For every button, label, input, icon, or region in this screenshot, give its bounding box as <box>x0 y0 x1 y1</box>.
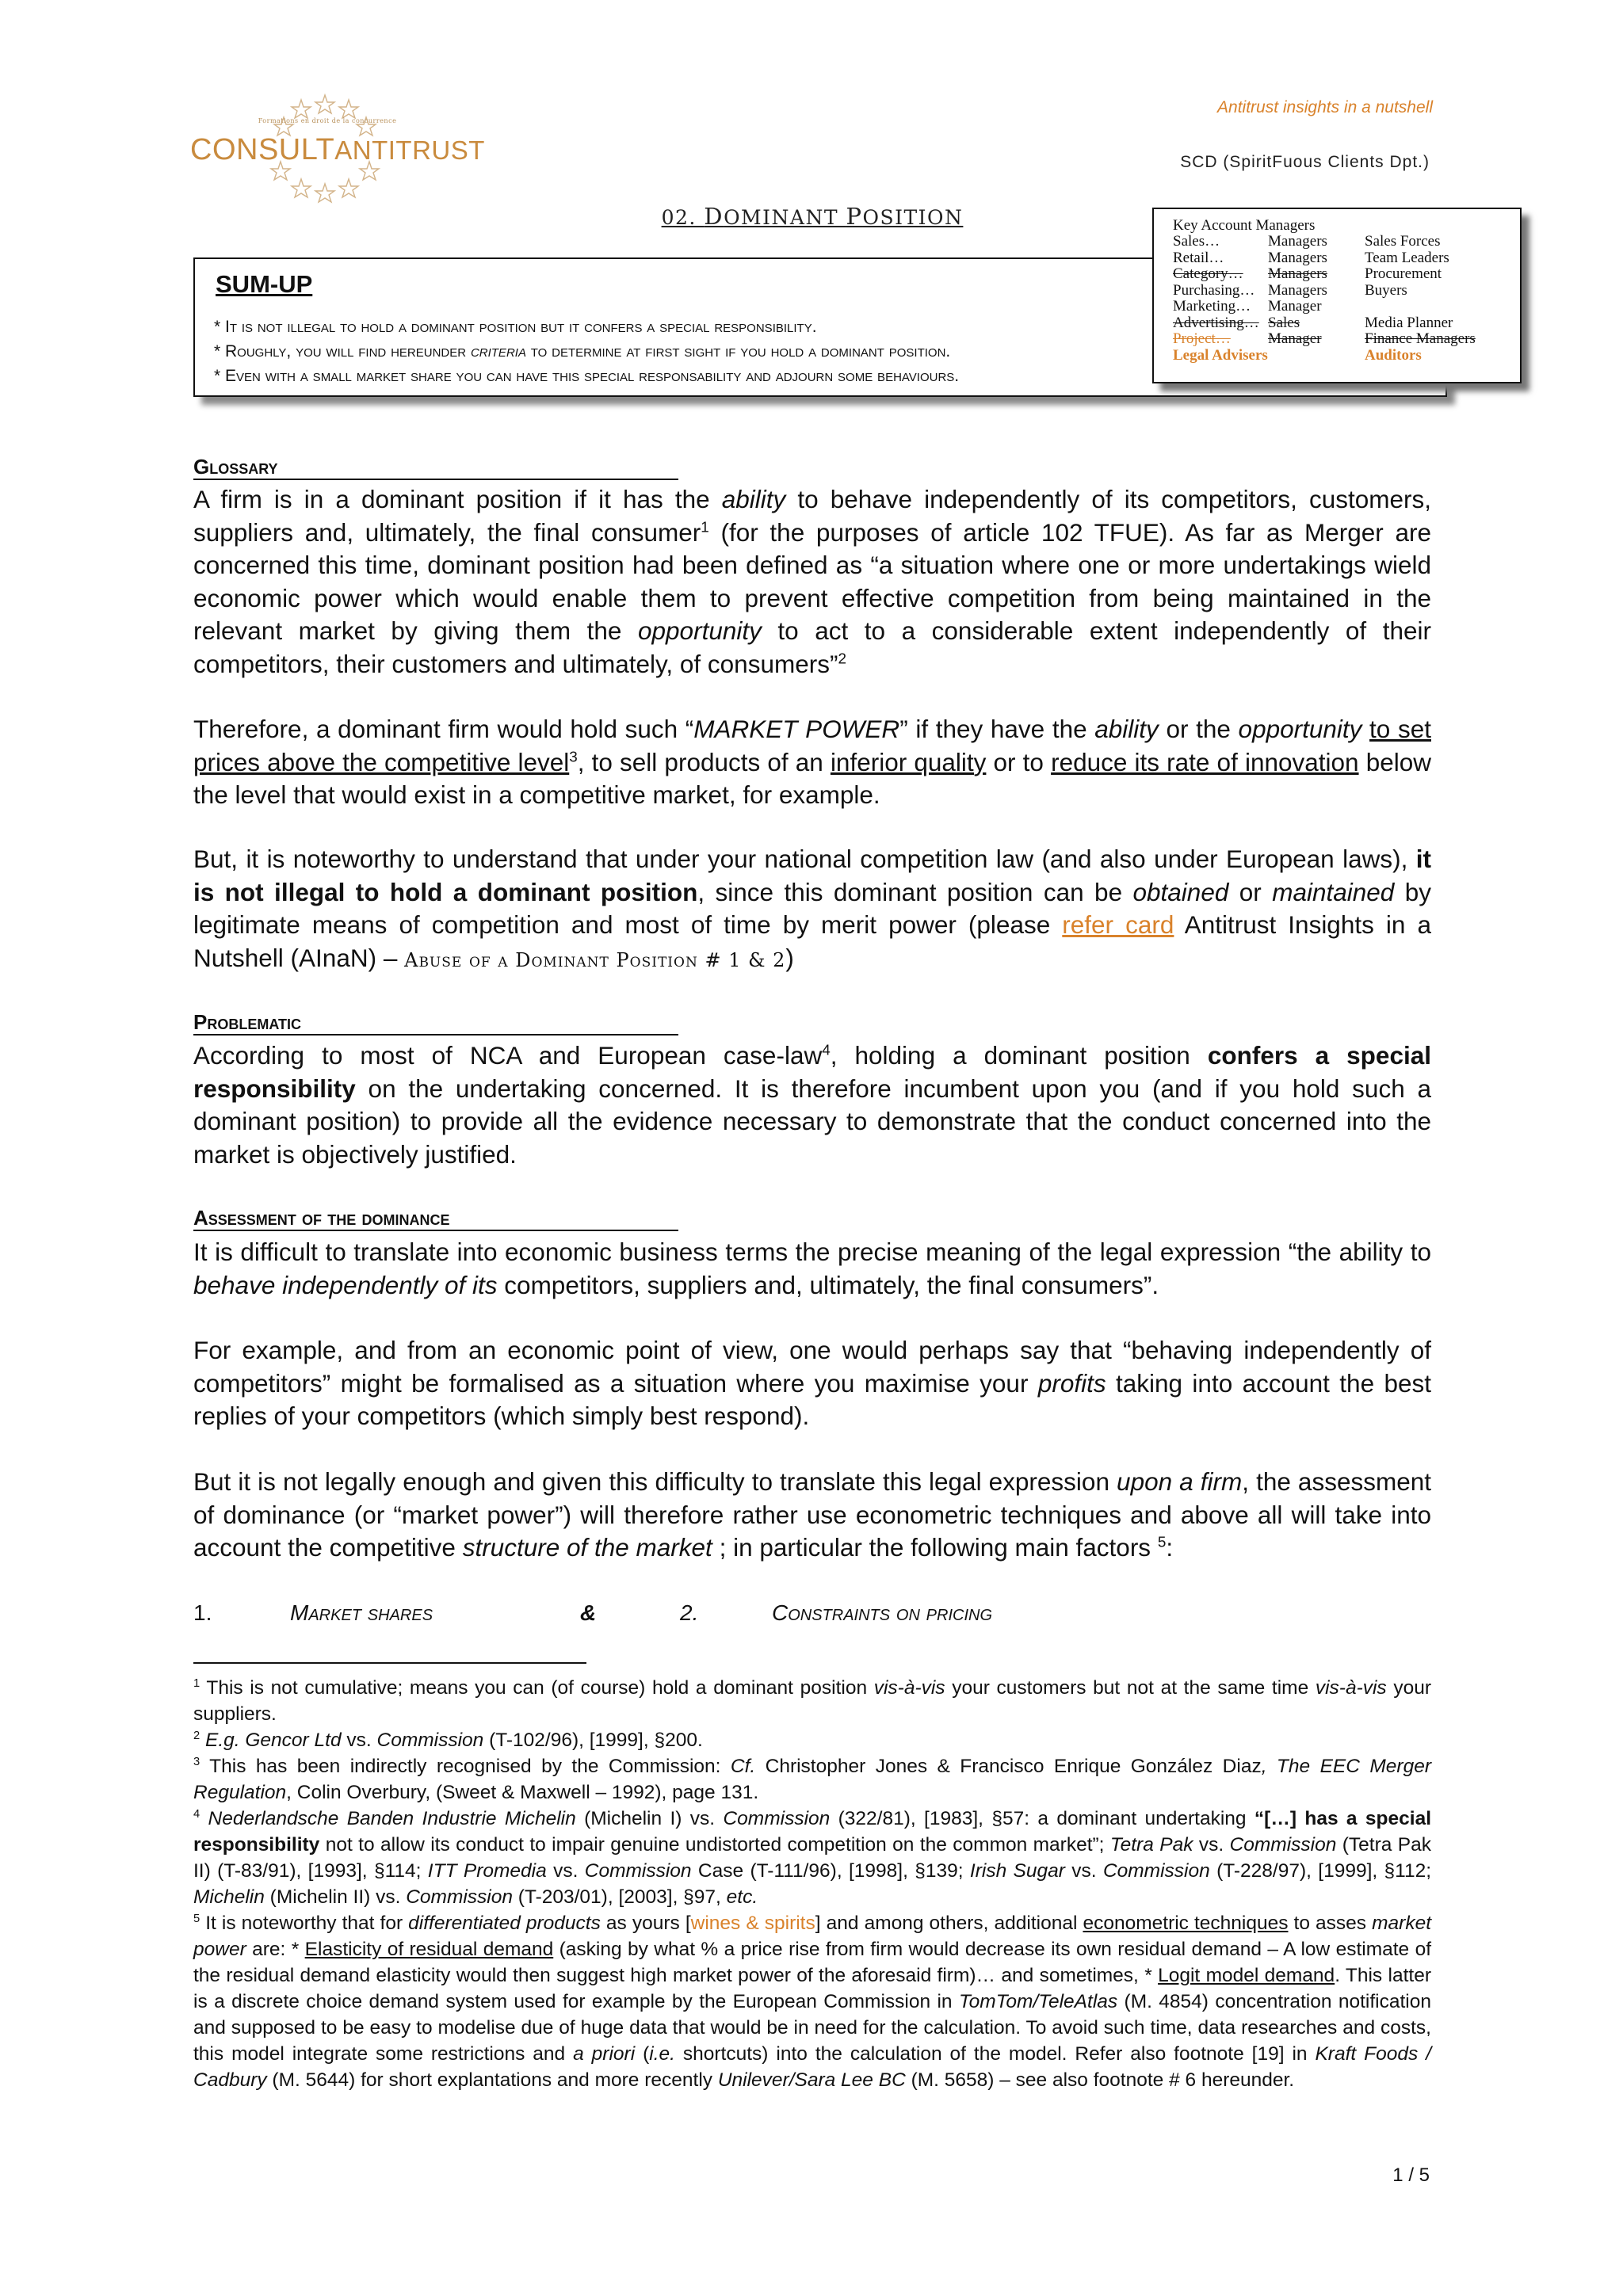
sumup-point-3: * Even with a small market share you can have this special responsability and adjourn some behaviours. <box>214 367 960 385</box>
glossary-paragraph-2: Therefore, a dominant firm would hold such “MARKET POWER” if they have the ability or the opportunity to set prices above the competitive level$^3$, to sell products of an inferior quality or to reduce its rate of innovation below the level that would exist in a competitive market, for example. <box>193 715 1431 809</box>
glossary-heading: Glossary <box>193 455 678 480</box>
header-tagline: Antitrust insights in a nutshell <box>1217 98 1433 116</box>
logo-wordmark: CONSULTANTITRUST <box>190 133 485 166</box>
department-label: SCD (SpiritFuous Clients Dpt.) <box>1180 153 1430 171</box>
factor-ampersand: & <box>580 1600 597 1625</box>
factor-1-label: Market shares <box>290 1600 433 1625</box>
assessment-paragraph-1: It is difficult to translate into economic business terms the precise meaning of the legal expression “the ability to behave independently of its competitors, suppliers and, ultimately, the final consumers”. <box>193 1238 1431 1299</box>
problematic-paragraph: According to most of NCA and European case-law$^4$, holding a dominant position confers a special responsibility on the undertaking concerned. It is therefore incumbent upon you (and if you hold such a dominant position) to provide all the evidence necessary to demonstrate that the conduct concerned into the market is objectively justified. <box>193 1041 1431 1169</box>
footnote-1: $^1$ This is not cumulative; means you can (of course) hold a dominant position vis-à-vis your customers but not at the same time vis-à-vis your suppliers. <box>193 1676 1431 1725</box>
logo-tagline: Formations en droit de la concurrence <box>258 117 397 124</box>
factor-2-label: Constraints on pricing <box>772 1600 993 1625</box>
footnotes <box>193 1675 1431 2093</box>
document-title: 02. DOMINANT POSITION <box>661 203 964 230</box>
problematic-heading: Problematic <box>193 1010 678 1035</box>
sumup-title: SUM-UP <box>216 270 313 298</box>
footnote-4: $^4$ Nederlandsche Banden Industrie Michelin (Michelin I) vs. Commission (322/81), [1983], §57: a dominant undertaking “[…] has a special responsibility not to allow its conduct to impair genuine undistorted competition on the common market”; Tetra Pak vs. Commission (Tetra Pak II) (T-83/91), [1993], §114; ITT Promedia vs. Commission Case (T-111/96), [1998], §139; Irish Sugar vs. Commission (T-228/97), [1999], §112; Michelin (Michelin II) vs. Commission (T-203/01), [2003], §97, etc. <box>193 1807 1432 1908</box>
footnote-5: $^5$ It is noteworthy that for differentiated products as yours [wines & spirits] and among others, additional econometric techniques to asses market power are: * Elasticity of residual demand (asking by what % a price rise from firm would decrease its own residual demand – A low estimate of the residual demand elasticity would then suggest high market power of the aforesaid firm)… and sometimes, * Logit model demand. This latter is a discrete choice demand system used for example by the European Commission in TomTom/TeleAtlas (M. 4854) concentration notification and supposed to be easy to modelise due of huge data that would be in need for the calculation. To avoid such time, data researches and costs, this model integrate some restrictions and a priori (i.e. shortcuts) into the calculation of the model. Refer also footnote [19] in Kraft Foods / Cadbury (M. 5644) for short explantations and more recently Unilever/Sara Lee BC (M. 5658) – see also footnote # 6 hereunder. <box>193 1912 1432 2091</box>
roles-column-2: Managers Managers Managers Managers Manager Sales Manager <box>1268 233 1327 347</box>
page-number: 1 / 5 <box>1392 2164 1430 2186</box>
assessment-paragraph-3: But it is not legally enough and given this difficulty to translate this legal expression upon a firm, the assessment of dominance (or “market power”) will therefore rather use econometric techniques and above all will take into account the competitive structure of the market ; in particular the following main factors $^5$: <box>193 1467 1431 1562</box>
refer-card-link[interactable]: refer card <box>1062 910 1174 939</box>
assessment-paragraph-2: For example, and from an economic point of view, one would perhaps say that “behaving independently of competitors” might be formalised as a situation where you maximise your profits taking into account the best replies of your competitors (which simply best respond). <box>193 1336 1432 1430</box>
main-factors-list <box>193 1600 1431 1632</box>
roles-header: Key Account Managers <box>1173 217 1316 234</box>
roles-column-1: Sales… Retail… Category… Purchasing… Marketing… Advertising… Project… Legal Advisers <box>1173 233 1268 364</box>
footnote-2: $^2$ E.g. Gencor Ltd vs. Commission (T-102/96), [1999], §200. <box>193 1729 703 1751</box>
roles-column-3: Sales Forces Team Leaders Procurement Buyers Media Planner Finance Managers Auditors <box>1365 233 1476 364</box>
roles-box <box>1152 208 1522 383</box>
assessment-heading: Assessment of the dominance <box>193 1206 678 1231</box>
sumup-point-1: * It is not illegal to hold a dominant position but it confers a special responsibility. <box>214 318 817 336</box>
company-logo <box>190 93 485 204</box>
footnote-separator <box>193 1662 586 1664</box>
factor-2-number: 2. <box>680 1600 699 1625</box>
footnote-3: $^3$ This has been indirectly recognised by the Commission: Cf. Christopher Jones & Francisco Enrique González Diaz, The EEC Merger Regulation, Colin Overbury, (Sweet & Maxwell – 1992), page 131. <box>193 1755 1431 1803</box>
factor-1-number: 1. <box>193 1600 212 1625</box>
sumup-point-2: * Roughly, you will find hereunder criteria to determine at first sight if you hold a dominant position. <box>214 342 951 360</box>
glossary-paragraph-3: But, it is noteworthy to understand that under your national competition law (and also under European laws), it is not illegal to hold a dominant position, since this dominant position can be obtained or maintained by legitimate means of competition and most of time by merit power (please refer card Antitrust Insights in a Nutshell (AInaN) – Abuse of a Dominant Position # 1 & 2) <box>193 845 1431 972</box>
glossary-paragraph-1: A firm is in a dominant position if it has the ability to behave independently of its competitors, customers, suppliers and, ultimately, the final consumer$^1$ (for the purposes of article 102 TFUE). As far as Merger are concerned this time, dominant position had been defined as “a situation where one or more undertakings wield economic power which would enable them to prevent effective competition from being maintained in the relevant market by giving them the opportunity to act to a considerable extent independently of their competitors, their customers and ultimately, of consumers”$^2$ <box>193 485 1432 678</box>
